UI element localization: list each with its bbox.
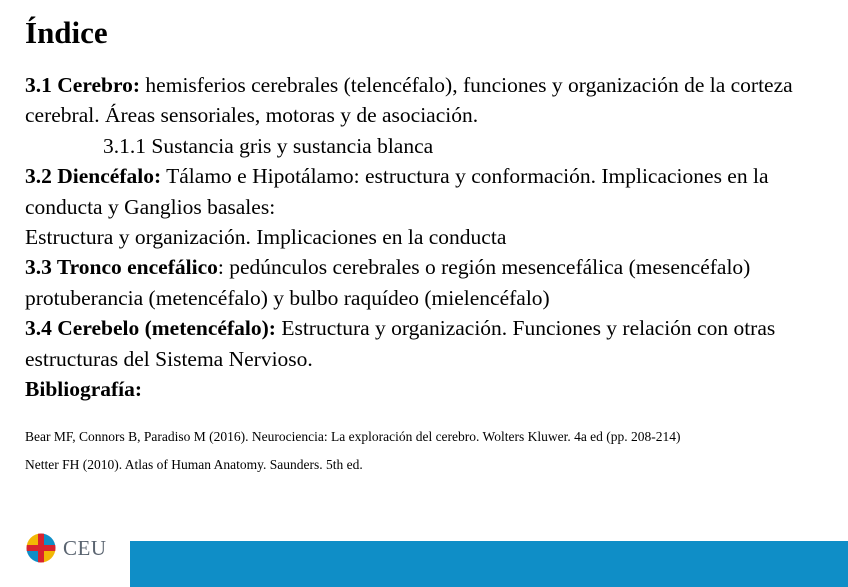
bibliography-heading-text: Bibliografía: (25, 377, 143, 402)
bibliography-heading (25, 374, 840, 404)
section-text: Tálamo e Hipotálamo: estructura y conformación. Implicaciones en la conducta y Ganglios basales: (25, 164, 769, 219)
section-heading: 3.3 Tronco encefálico (25, 255, 218, 280)
footer-bar (130, 541, 848, 587)
section-heading: 3.4 Cerebelo (metencéfalo): (25, 316, 276, 341)
page-title: Índice (25, 15, 108, 50)
section-text: hemisferios cerebrales (telencéfalo), funciones y organización de la corteza cerebral. Áreas sensoriales, motoras y de asociación. (25, 73, 793, 128)
ceu-cross-logo-icon (26, 533, 56, 563)
reference-item: Bear MF, Connors B, Paradiso M (2016). Neurociencia: La exploración del cerebro. Wolters Kluwer. 4a ed (pp. 208-214) (25, 429, 681, 444)
index-content (25, 70, 840, 404)
logo-text: CEU (63, 535, 107, 560)
section-3-1 (25, 70, 840, 131)
section-text: : pedúnculos cerebrales o región mesencefálica (mesencéfalo) protuberancia (metencéfalo) y bulbo raquídeo (mielencéfalo) (25, 255, 751, 310)
section-3-2 (25, 161, 840, 222)
ceu-logo (26, 533, 107, 563)
reference-item: Netter FH (2010). Atlas of Human Anatomy. Saunders. 5th ed. (25, 457, 363, 472)
section-3-3 (25, 252, 840, 313)
section-3-2-extra: Estructura y organización. Implicaciones en la conducta (25, 225, 507, 250)
section-heading: 3.1 Cerebro: (25, 73, 141, 97)
subsection-3-1-1: 3.1.1 Sustancia gris y sustancia blanca (103, 133, 434, 158)
section-text: Estructura y organización. Funciones y relación con otras estructuras del Sistema Nervioso. (25, 316, 776, 371)
section-3-4 (25, 313, 840, 374)
section-heading: 3.2 Diencéfalo: (25, 164, 162, 189)
bibliography-list (25, 426, 825, 482)
